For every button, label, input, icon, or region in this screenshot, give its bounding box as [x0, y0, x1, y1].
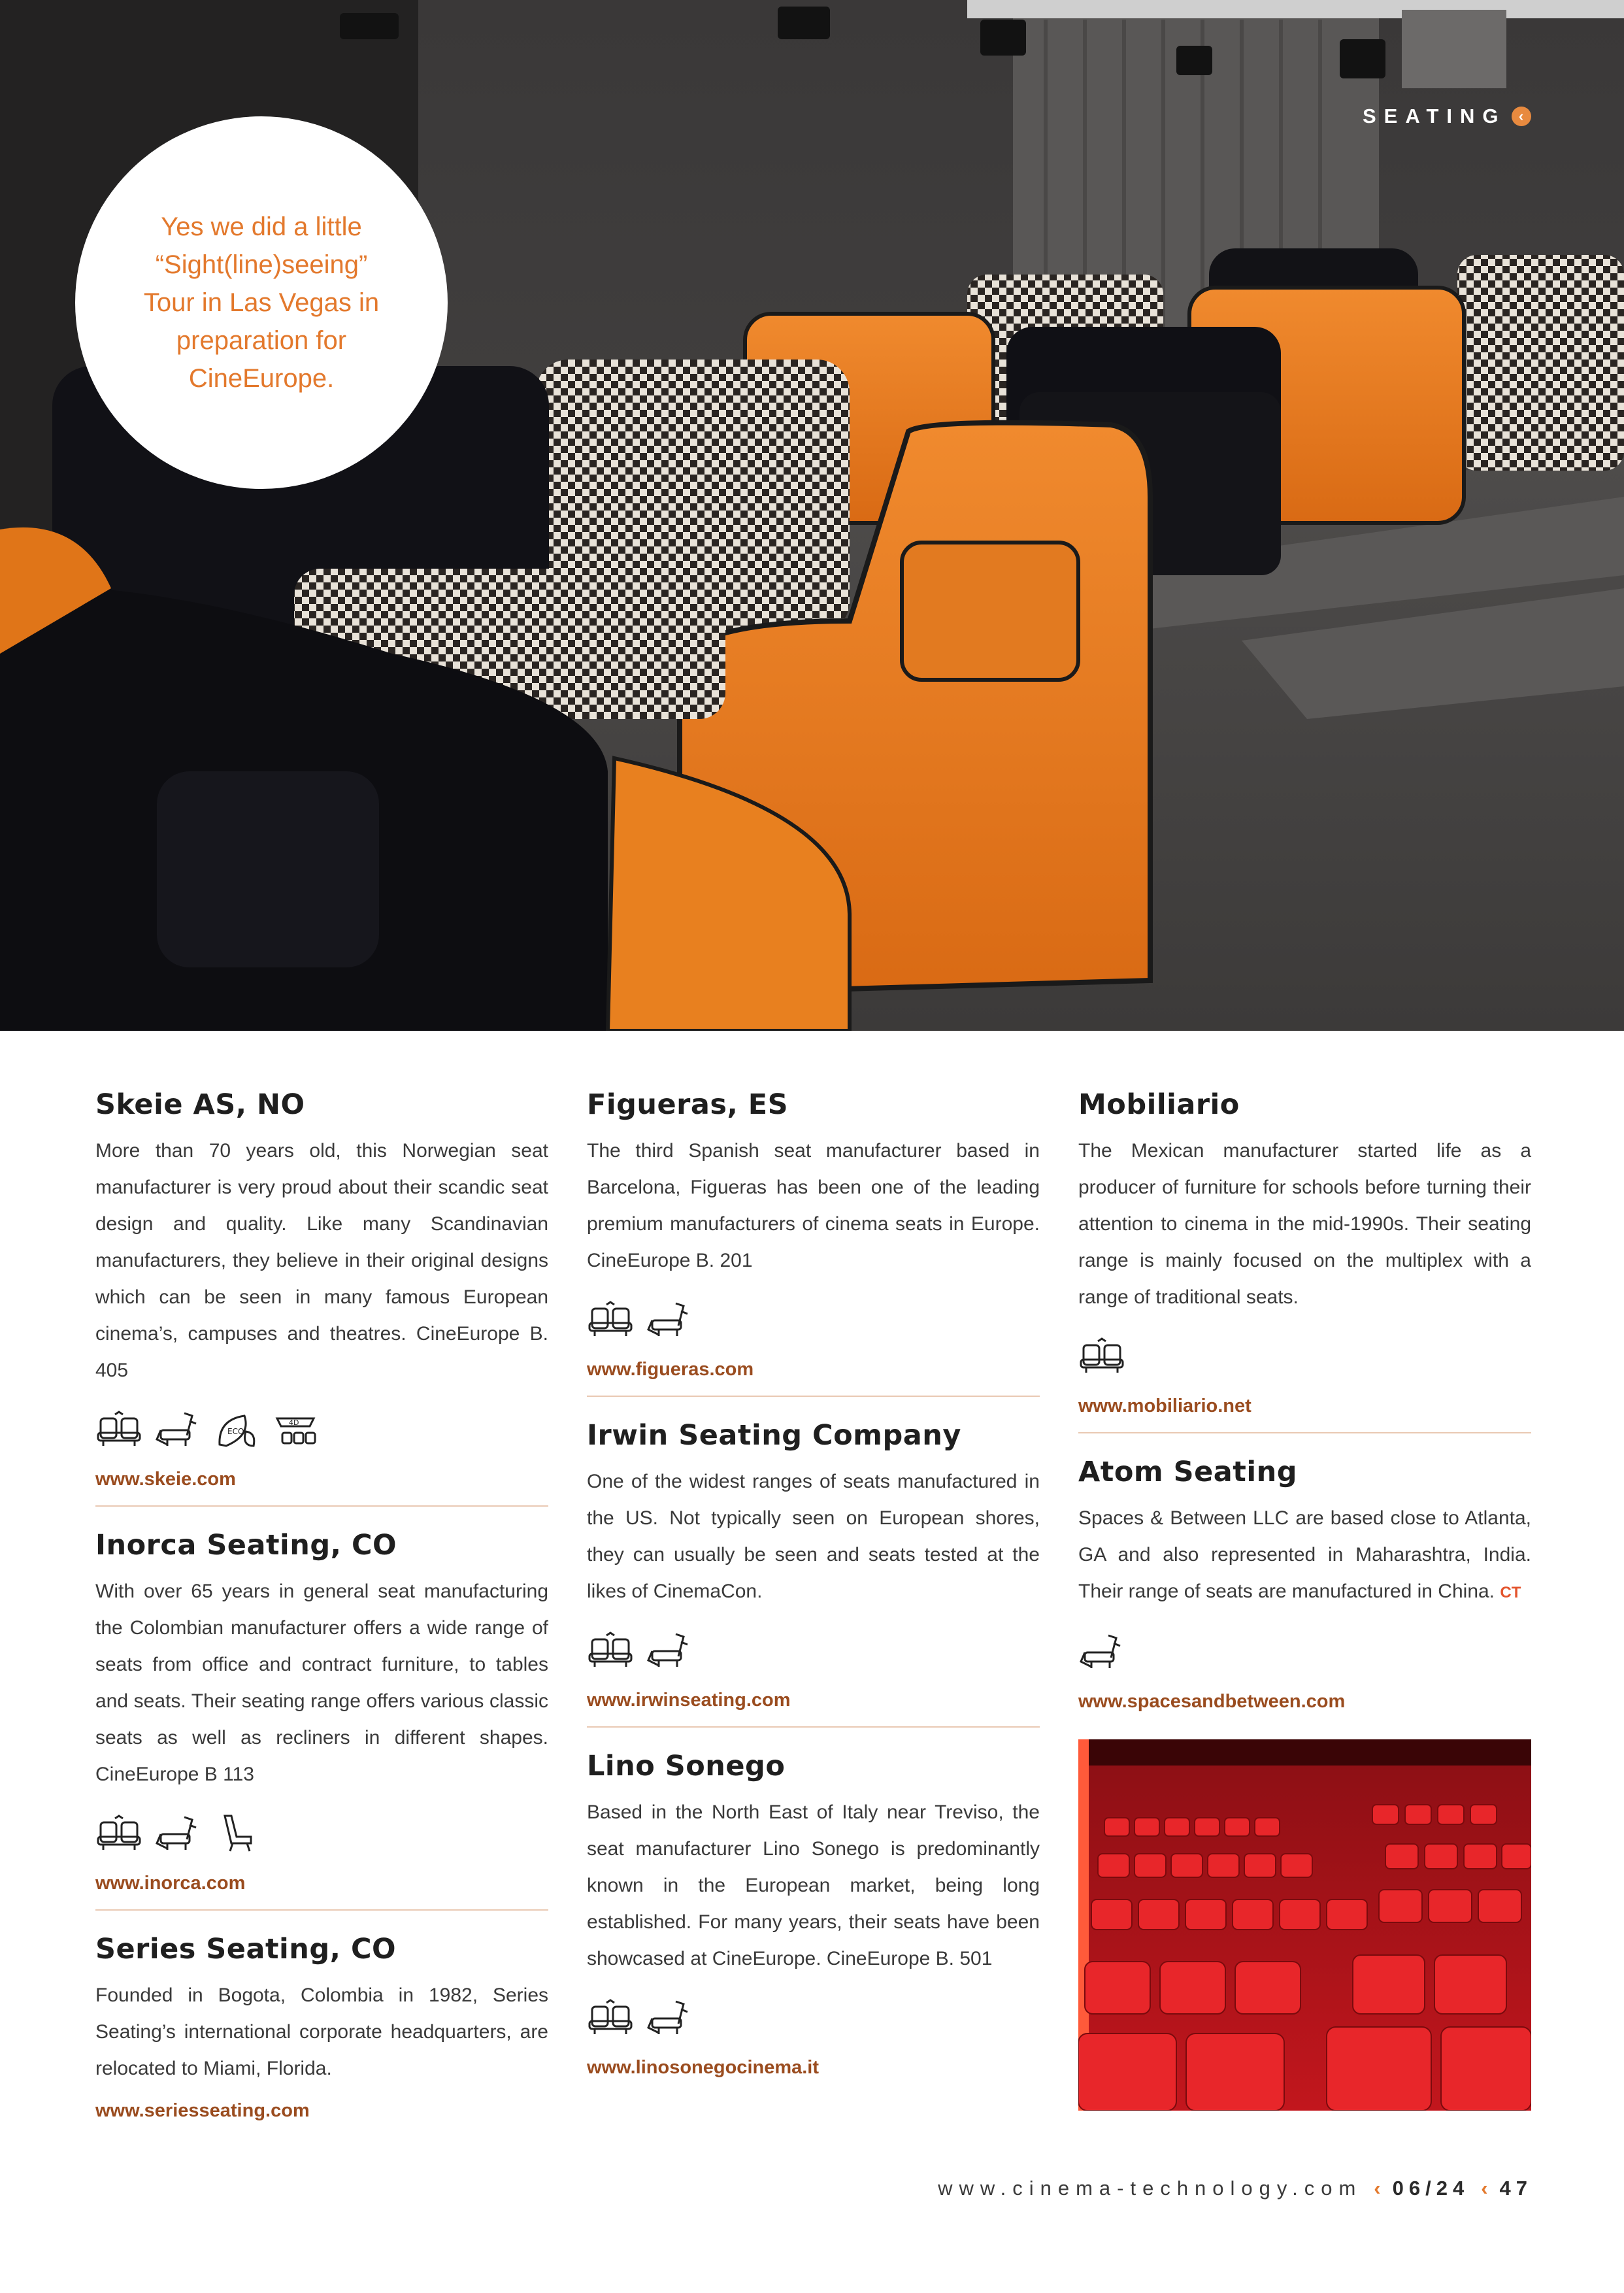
footer-separator: ‹ — [1374, 2177, 1381, 2200]
chevron-left-icon: ‹ — [1512, 107, 1531, 126]
section-label — [1363, 105, 1531, 128]
seat-type-icons — [95, 1809, 548, 1860]
page-footer — [843, 2177, 1533, 2200]
entry-body: Based in the North East of Italy near Treviso, the seat manufacturer Lino Sonego is predominantly known in the European market, being long established. For many years, their seats have been showcased at CineEurope. CineEurope B. 501 — [587, 1801, 1040, 1969]
website-link[interactable]: www.irwinseating.com — [587, 1690, 791, 1711]
footer-separator: ‹ — [1481, 2177, 1488, 2200]
website-link[interactable]: www.skeie.com — [95, 1469, 236, 1490]
4d-seat-icon — [272, 1407, 319, 1454]
website-link[interactable]: www.linosonegocinema.it — [587, 2057, 820, 2078]
double-seat-icon — [587, 1995, 634, 2042]
recliner-icon — [1078, 1629, 1125, 1676]
entry-title: Inorca Seating, CO — [95, 1529, 397, 1562]
divider — [1078, 1432, 1531, 1433]
website-link[interactable]: www.seriesseating.com — [95, 2100, 310, 2121]
double-seat-icon — [95, 1407, 142, 1454]
recliner-icon — [646, 1297, 693, 1344]
divider — [95, 1505, 548, 1507]
eco-seat-icon — [213, 1407, 260, 1454]
entry-title: Irwin Seating Company — [587, 1419, 961, 1452]
page-number: 47 — [1499, 2177, 1533, 2200]
entry-body-text: Spaces & Between LLC are based close to Atlanta, GA and also represented in Maharashtra, India. Their range of seats are manufactured in China. — [1078, 1507, 1531, 1602]
website-link[interactable]: www.inorca.com — [95, 1873, 246, 1894]
double-seat-icon — [587, 1297, 634, 1344]
red-auditorium-photo — [1078, 1739, 1531, 2111]
website-link[interactable]: www.spacesandbetween.com — [1078, 1691, 1346, 1712]
divider — [95, 1909, 548, 1911]
recliner-icon — [154, 1811, 201, 1858]
entry-body — [1078, 1500, 1531, 1611]
seat-type-icons — [587, 1626, 1040, 1677]
pull-quote: Yes we did a little “Sight(line)seeing” Tour in Las Vegas in preparation for CineEurope. — [143, 212, 380, 393]
entry-figueras — [587, 1082, 1040, 1397]
end-mark: CT — [1500, 1584, 1521, 1601]
hero-photo — [0, 0, 1624, 1031]
section-label-text: SEATING — [1363, 105, 1506, 127]
quote-circle — [75, 116, 448, 489]
seat-type-icons — [1078, 1627, 1531, 1678]
entry-body: With over 65 years in general seat manufacturing the Colombian manufacturer offers a wide range of seats from office and contract furniture, to tables and seats. Their seating range offers various classic seats as well as recliners in different shapes. CineEurope B 113 — [95, 1581, 548, 1785]
entry-body: The third Spanish seat manufacturer based in Barcelona, Figueras has been one of the leading premium manufacturers of cinema seats in Europe. CineEurope B. 201 — [587, 1140, 1040, 1271]
seat-type-icons — [587, 1295, 1040, 1346]
column-3 — [1078, 1082, 1531, 2114]
double-seat-icon — [95, 1811, 142, 1858]
recliner-icon — [154, 1407, 201, 1454]
website-link[interactable]: www.mobiliario.net — [1078, 1396, 1251, 1416]
entry-inorca — [95, 1522, 548, 1911]
entry-body: The Mexican manufacturer started life as a producer of furniture for schools before turning their attention to cinema in the mid-1990s. Their seating range is mainly focused on the multiplex with a range of traditional seats. — [1078, 1140, 1531, 1308]
entry-title: Series Seating, CO — [95, 1933, 397, 1966]
footer-website[interactable]: www.cinema-technology.com — [938, 2177, 1363, 2200]
entry-mobiliario — [1078, 1082, 1531, 1433]
entry-title: Atom Seating — [1078, 1456, 1297, 1488]
divider — [587, 1726, 1040, 1728]
entry-lino-sonego — [587, 1743, 1040, 2082]
folding-seat-icon — [213, 1811, 260, 1858]
seat-type-icons — [1078, 1331, 1531, 1382]
entry-title: Skeie AS, NO — [95, 1088, 305, 1121]
column-1 — [95, 1082, 548, 2125]
seat-type-icons — [587, 1993, 1040, 2044]
entry-series — [95, 1926, 548, 2125]
entry-irwin — [587, 1413, 1040, 1728]
double-seat-icon — [1078, 1333, 1125, 1381]
recliner-icon — [646, 1628, 693, 1675]
entry-body: Founded in Bogota, Colombia in 1982, Series Seating’s international corporate headquarters, are relocated to Miami, Florida. — [95, 1984, 548, 2079]
entry-title: Lino Sonego — [587, 1750, 786, 1783]
issue-number: 06/24 — [1392, 2177, 1470, 2200]
entry-title: Mobiliario — [1078, 1088, 1240, 1121]
svg-text:ECO: ECO — [227, 1427, 244, 1436]
recliner-icon — [646, 1995, 693, 2042]
entry-atom-seating — [1078, 1449, 1531, 1716]
entry-title: Figueras, ES — [587, 1088, 789, 1121]
entry-body: One of the widest ranges of seats manufactured in the US. Not typically seen on European shores, they can usually be seen and seats tested at the likes of CinemaCon. — [587, 1471, 1040, 1602]
entry-skeie — [95, 1082, 548, 1507]
seat-type-icons — [95, 1405, 548, 1456]
column-2 — [587, 1082, 1040, 2082]
double-seat-icon — [587, 1628, 634, 1675]
svg-text:4D: 4D — [289, 1418, 299, 1427]
divider — [587, 1396, 1040, 1397]
entry-body: More than 70 years old, this Norwegian seat manufacturer is very proud about their scandic seat design and quality. Like many Scandinavian manufacturers, they believe in their original designs which can be seen in many famous European cinema’s, campuses and theatres. CineEurope B. 405 — [95, 1140, 548, 1381]
website-link[interactable]: www.figueras.com — [587, 1359, 754, 1380]
